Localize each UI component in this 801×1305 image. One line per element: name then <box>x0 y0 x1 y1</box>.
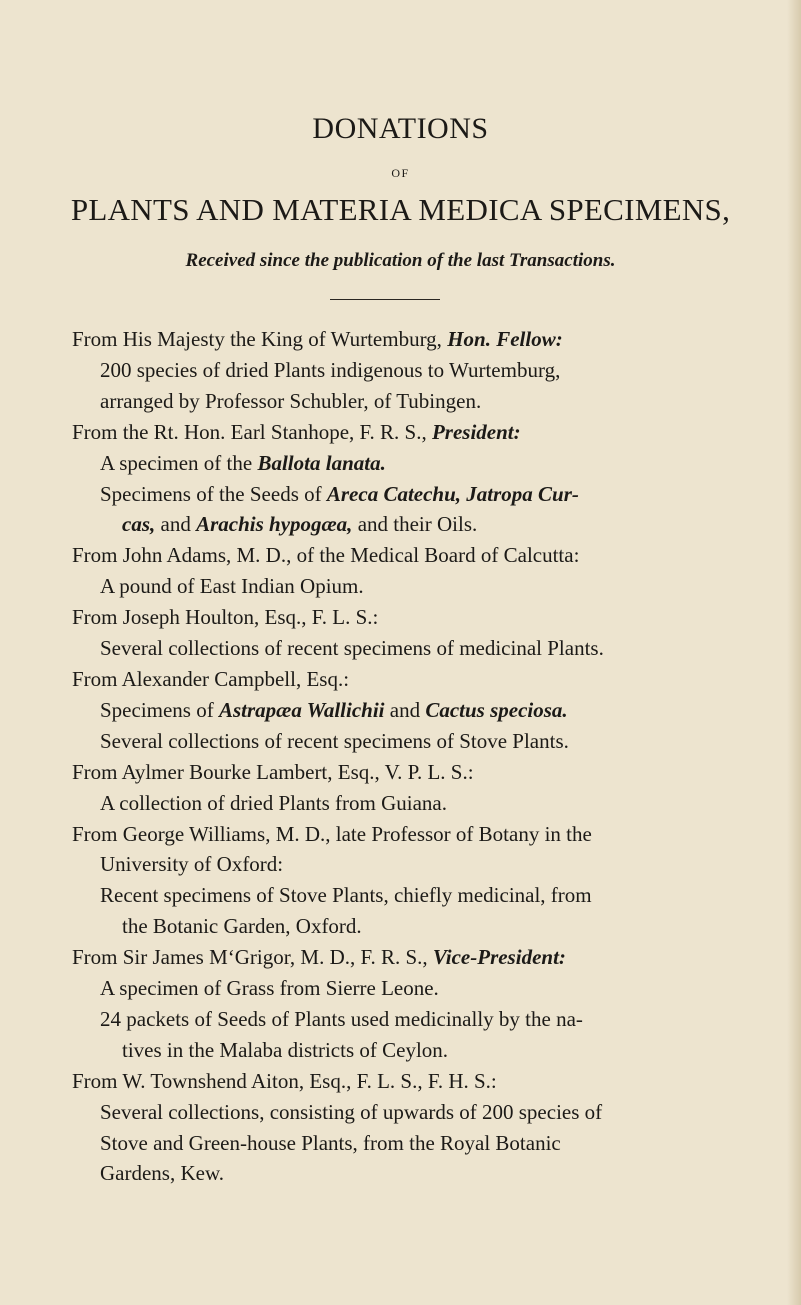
line-segment: From Aylmer Bourke Lambert, Esq., V. P. L. S.: <box>72 759 474 784</box>
entry-line <box>72 1066 772 1097</box>
line-segment-italic: Ballota lanata. <box>257 450 386 475</box>
entry-line <box>72 540 772 571</box>
entry-line <box>72 788 772 819</box>
line-segment: Several collections of recent specimens of Stove Plants. <box>100 728 569 753</box>
line-segment: A specimen of the <box>100 450 258 475</box>
entry-line <box>72 571 772 602</box>
line-segment: From George Williams, M. D., late Professor of Botany in the <box>72 821 592 846</box>
line-segment: Stove and Green-house Plants, from the Royal Botanic <box>100 1130 561 1155</box>
line-segment: Specimens of the Seeds of <box>100 481 327 506</box>
entry-line <box>72 1128 772 1159</box>
entry-line <box>72 695 772 726</box>
entry-line <box>72 324 772 355</box>
entry-line <box>72 849 772 880</box>
entry-line <box>72 880 772 911</box>
line-segment-italic: cas, <box>122 512 156 537</box>
line-segment: Several collections, consisting of upwards of 200 species of <box>100 1099 603 1124</box>
line-segment: From His Majesty the King of Wurtemburg, <box>72 327 448 351</box>
entry-line <box>72 1035 772 1066</box>
line-segment: A pound of East Indian Opium. <box>100 574 364 599</box>
line-segment: From Alexander Campbell, Esq.: <box>72 666 350 691</box>
entry-line <box>72 819 772 850</box>
line-segment: From Joseph Houlton, Esq., F. L. S.: <box>72 605 379 630</box>
page-title: DONATIONS <box>312 112 489 145</box>
line-segment-italic: Astrapæa Wallichii <box>218 697 385 722</box>
line-segment-italic: Areca Catechu, Jatropa Cur- <box>326 481 579 506</box>
line-segment-italic: Hon. Fellow: <box>447 327 563 351</box>
received-note: Received since the publication of the last Transactions. <box>185 250 616 271</box>
page-subtitle: PLANTS AND MATERIA MEDICA SPECIMENS, <box>70 192 731 227</box>
line-segment-italic: Cactus speciosa. <box>425 697 568 722</box>
line-segment: 24 packets of Seeds of Plants used medicinally by the na- <box>100 1006 583 1031</box>
entry-line <box>72 602 772 633</box>
line-segment: A collection of dried Plants from Guiana. <box>100 790 448 815</box>
entry-line <box>72 417 772 448</box>
entry-line <box>72 386 772 417</box>
line-segment: From Sir James M‘Grigor, M. D., F. R. S., <box>72 945 433 970</box>
line-segment: From W. Townshend Aiton, Esq., F. L. S., F. H. S.: <box>72 1068 497 1093</box>
entry-line <box>72 1004 772 1035</box>
line-segment: Recent specimens of Stove Plants, chiefly medicinal, from <box>100 883 592 908</box>
line-segment: tives in the Malaba districts of Ceylon. <box>122 1037 449 1062</box>
line-segment: Several collections of recent specimens of medicinal Plants. <box>100 636 604 661</box>
entry-line <box>72 355 772 386</box>
line-segment: Specimens of <box>100 697 219 722</box>
entry-line <box>72 664 772 695</box>
line-segment: 200 species of dried Plants indigenous to Wurtemburg, <box>100 357 561 382</box>
line-segment: University of Oxford: <box>100 852 284 877</box>
entry-line <box>72 973 772 1004</box>
entry-line <box>72 509 772 540</box>
line-segment-italic: Vice-President: <box>432 945 566 970</box>
entry-line <box>72 633 772 664</box>
entry-line <box>72 726 772 757</box>
donation-entries <box>72 324 772 1189</box>
line-segment-italic: Arachis hypogæa, <box>196 512 353 537</box>
title-connector: OF <box>391 166 410 180</box>
entry-line <box>72 1097 772 1128</box>
line-segment: arranged by Professor Schubler, of Tubingen. <box>100 388 482 413</box>
line-segment: and their Oils. <box>352 512 478 537</box>
page-edge-shading <box>787 0 801 1305</box>
line-segment-italic: President: <box>431 419 521 444</box>
line-segment: the Botanic Garden, Oxford. <box>122 914 362 939</box>
line-segment: From John Adams, M. D., of the Medical Board of Calcutta: <box>72 543 580 568</box>
entry-line <box>72 911 772 942</box>
line-segment: A specimen of Grass from Sierre Leone. <box>100 976 439 1001</box>
divider-rule <box>330 299 440 300</box>
entry-line <box>72 448 772 479</box>
entry-line <box>72 757 772 788</box>
line-segment: and <box>384 697 426 722</box>
entry-line <box>72 942 772 973</box>
line-segment: From the Rt. Hon. Earl Stanhope, F. R. S., <box>72 419 432 444</box>
entry-line <box>72 1158 772 1189</box>
line-segment: and <box>155 512 197 537</box>
line-segment: Gardens, Kew. <box>100 1161 225 1186</box>
entry-line <box>72 479 772 510</box>
